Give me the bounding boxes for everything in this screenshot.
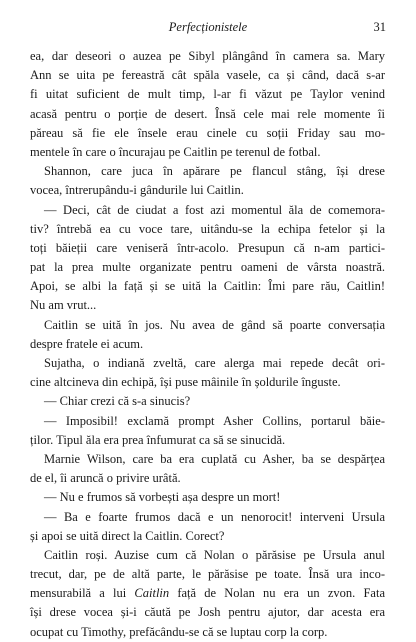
text-line: — Deci, cât de ciudat a fost azi momentul ăla de comemora-	[44, 202, 385, 217]
text-line: acasă pentru o porție de desert. Însă cele mai rele momente îi	[30, 106, 385, 121]
text-line: ților. Tipul ăla era prea înfumurat ca să se sinucidă.	[30, 432, 286, 447]
running-header	[30, 20, 386, 38]
text-line: ocupat cu Timothy, prefăcându-se că se luptau corp la corp.	[30, 624, 328, 639]
running-title: Perfecționistele	[168, 20, 248, 34]
text-line: mensurabilă a lui Caitlin față de Nolan nu era un zvon. Fata	[30, 586, 385, 601]
text-line: și apoi se uită direct la Caitlin. Corect?	[30, 528, 225, 543]
text-line: păreau să fie ele însele erau cinele cu soții Friday sau mo-	[30, 125, 385, 140]
text-line: mentele în care o încurajau pe Caitlin pe terenul de fotbal.	[30, 144, 321, 159]
text-line: Apoi, se albi la față și se uită la Caitlin: Îmi pare rău, Caitlin!	[30, 279, 385, 294]
text-line: — Imposibil! exclamă prompt Asher Collins, portarul băie-	[44, 413, 385, 428]
text-line: Nu am vrut...	[30, 298, 97, 313]
text-line: Sujatha, o indiană zveltă, care alerga mai repede decât ori-	[44, 356, 385, 370]
text-line: cine altcineva din echipă, își puse mâinile în șoldurile înguste.	[30, 375, 341, 390]
text-line: Shannon, care juca în apărare pe flancul stâng, își drese	[44, 164, 385, 179]
text-line: trecut, dar, pe de altă parte, le părăsise pe toate. Însă ura inco-	[30, 567, 385, 582]
text-line: fi uitat suficient de mult timp, l-ar fi văzut pe Taylor venind	[30, 87, 385, 102]
text-line: Marnie Wilson, care ba era cuplată cu Asher, ba se despărțea	[44, 451, 385, 466]
text-line: — Ba e foarte frumos dacă e un nenorocit! interveni Ursula	[44, 509, 385, 524]
text-line: pat la prea multe organizate pentru oameni de vârsta noastră.	[30, 260, 385, 275]
body-text	[30, 47, 385, 642]
text-line: ea, dar deseori o auzea pe Sibyl plângând în camera sa. Mary	[30, 49, 385, 63]
text-line: Ann se uita pe fereastră cât spăla vasele, ca și când, dacă s-ar	[30, 68, 385, 83]
text-line: de el, îi aruncă o privire urâtă.	[30, 471, 181, 486]
page-number: 31	[373, 20, 386, 34]
text-line: Caitlin se uită în jos. Nu avea de gând să poarte conversația	[44, 317, 385, 332]
text-line: — Nu e frumos să vorbești așa despre un mort!	[44, 490, 281, 505]
text-line: toți băieții care veniseră într-acolo. Presupun că n-am partici-	[30, 240, 385, 255]
text-line: vocea, întrerupându-i gândurile lui Caitlin.	[30, 183, 244, 198]
text-line: își drese vocea și-i căută pe Josh pentru ajutor, dar acesta era	[30, 605, 385, 620]
text-line: despre fratele ei acum.	[30, 336, 144, 351]
text-line: — Chiar crezi că s-a sinucis?	[44, 394, 191, 409]
text-line: tiv? întrebă ea cu voce tare, uitându-se la echipa fetelor și la	[30, 221, 385, 236]
italic-word: Caitlin	[134, 586, 170, 601]
text-line: Caitlin roși. Auzise cum că Nolan o părăsise pe Ursula anul	[44, 547, 385, 562]
